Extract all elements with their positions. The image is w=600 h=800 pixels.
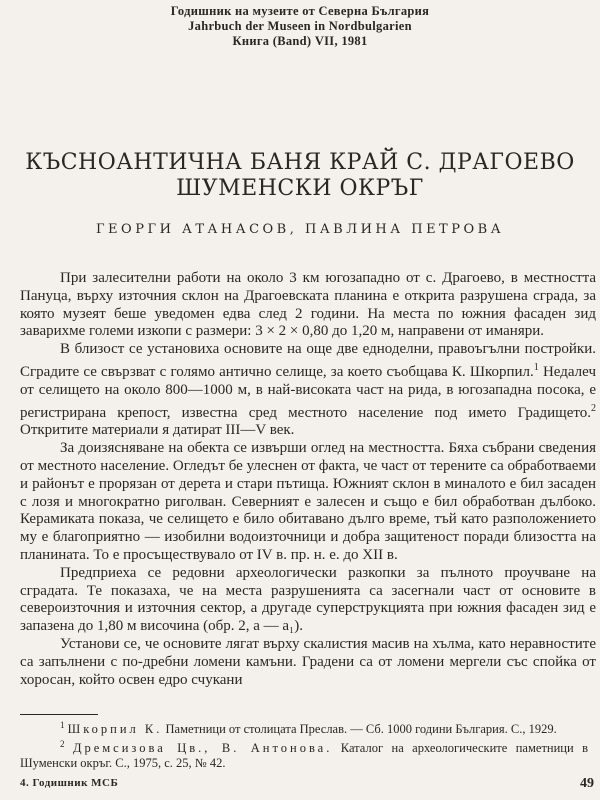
footnote-2-text: Каталог на археологическите паметници в Шуменски окръг. С., 1975, с. 25, № 42. (20, 741, 588, 771)
article-authors: ГЕОРГИ АТАНАСОВ, ПАВЛИНА ПЕТРОВА (95, 222, 505, 237)
article-title-line1: КЪСНОАНТИЧНА БАНЯ КРАЙ С. ДРАГОЕВО (25, 150, 575, 175)
paragraph-3: За доизясняване на обекта се извърши оглед на местността. Бяха събрани сведения от местното население. Огледът бе улеснен от факта, че част от терените са обработваеми и районът е прорязан от дерета и стари пътища. Южният склон в миналото е бил засаден с лозя и многократно риголван. Северният е залесен и също е бил обработван дълбоко. Керамиката показа, че селището е било обитавано дълго време, тъй като разположението му е благоприятно — изобилни водоизточници и добра защитеност поради близостта на планината. То е просъществувало от IV в. пр. н. е. до XII в. (20, 440, 596, 563)
footnote-1-number: 1 (60, 720, 65, 730)
paragraph-2-part-c: Откритите материали я датират III—V век. (20, 422, 295, 439)
article-title (0, 150, 600, 202)
paragraph-4: Предприеха се редовни археологически разкопки за пълното проучване на сградата. Те показаха, че на места разрушенията са засегнали част от основите в североизточния и източния сектор, а другаде суперструкцията при южния фасаден зид е запазена до 1,80 м височина (обр. 2, a — a₁). (20, 564, 596, 635)
footnote-1 (20, 718, 588, 737)
paragraph-2 (20, 341, 596, 440)
journal-title-bg: Годишник на музеите от Северна България (170, 4, 430, 18)
article-body (20, 270, 596, 689)
footnote-2-number: 2 (60, 739, 65, 750)
footnote-ref-1[interactable]: 1 (533, 361, 539, 373)
paragraph-5: Установи се, че основите лягат върху скалистия масив на хълма, като неравностите са запълнени с по-дребни ломени камъни. Градени са от ломени мергели със спойка от хоросан, който освен едро счукани (20, 635, 596, 688)
journal-volume: Книга (Band) VII, 1981 (232, 34, 368, 48)
footnote-1-author: Шкорпил К. (67, 722, 163, 737)
journal-header (0, 4, 600, 49)
paragraph-2-part-a: В близост се установиха основите на още две едноделни, правоъгълни постройки. Сградите се свързват с голямо антично селище, за което съобщава К. Шкорпил. (20, 341, 596, 380)
printer-signature: 4. Годишник МСБ (20, 777, 119, 789)
footnote-2 (20, 737, 588, 771)
footnote-ref-2[interactable]: 2 (591, 402, 596, 414)
paragraph-2-part-b: Недалеч от селището на около 800—1000 м, в най-високата част на рида, в югозападна посока, е регистрирана крепост, известна сред местното население под името Градището. (20, 363, 596, 421)
footnote-1-text: Паметници от столицата Преслав. — Сб. 1000 години България. С., 1929. (162, 722, 557, 737)
footnote-divider (20, 714, 98, 715)
footnotes (20, 718, 588, 771)
page-number: 49 (580, 776, 594, 791)
article-title-line2: ШУМЕНСКИ ОКРЪГ (176, 176, 424, 201)
paragraph-1: При залесителни работи на около 3 км югозападно от с. Драгоево, в местността Пануца, върху източния склон на Драгоевската планина е открита разрушена сграда, за която музеят беше уведомен едва след 2 години. На места по южния фасаден зид заварихме големи изкопи с размери: 3 × 2 × 0,80 до 1,20 м, направени от иманяри. (20, 270, 596, 340)
footnote-2-author: Дремсизова Цв., В. Антонова. (72, 741, 333, 756)
journal-title-de: Jahrbuch der Museen in Nordbulgarien (188, 19, 412, 33)
